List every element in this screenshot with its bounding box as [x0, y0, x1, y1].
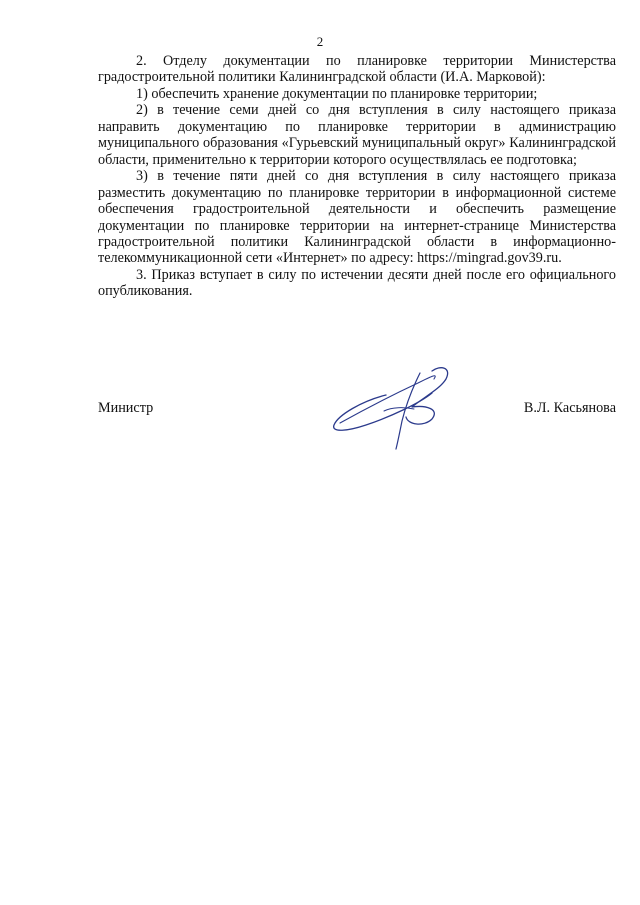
paragraph-item-3: 3. Приказ вступает в силу по истечении десяти дней после его официального опубликования. — [98, 266, 616, 300]
signature-block — [98, 391, 616, 451]
paragraph-item-2: 2. Отделу документации по планировке территории Министерства градостроительной политики Калининградской области (И.А. Марковой): — [98, 53, 616, 86]
paragraph-subitem-3: 3) в течение пяти дней со дня вступления в силу настоящего приказа разместить документацию по планировке территории в информационной системе обеспечения градостроительной деятельности и обеспечить размещение документации по планировке территории на интернет-странице Министерства градостроительной политики Калининградской области в информационно-телекоммуникационной сети «Интернет» по адресу: https://mingrad.gov39.ru. — [98, 168, 616, 267]
signatory-name: В.Л. Касьянова — [523, 400, 616, 416]
signatory-position: Министр — [98, 400, 154, 416]
handwritten-signature — [328, 363, 458, 451]
paragraph-subitem-2: 2) в течение семи дней со дня вступления в силу настоящего приказа направить документацию по планировке территории в администрацию муниципального образования «Гурьевский муниципальный округ» Калининградской области, применительно к территории которого осуществлялась ее подготовка; — [98, 102, 616, 168]
page-number: 2 — [316, 34, 324, 49]
paragraph-subitem-1: 1) обеспечить хранение документации по планировке территории; — [136, 85, 538, 102]
document-body — [98, 53, 616, 300]
